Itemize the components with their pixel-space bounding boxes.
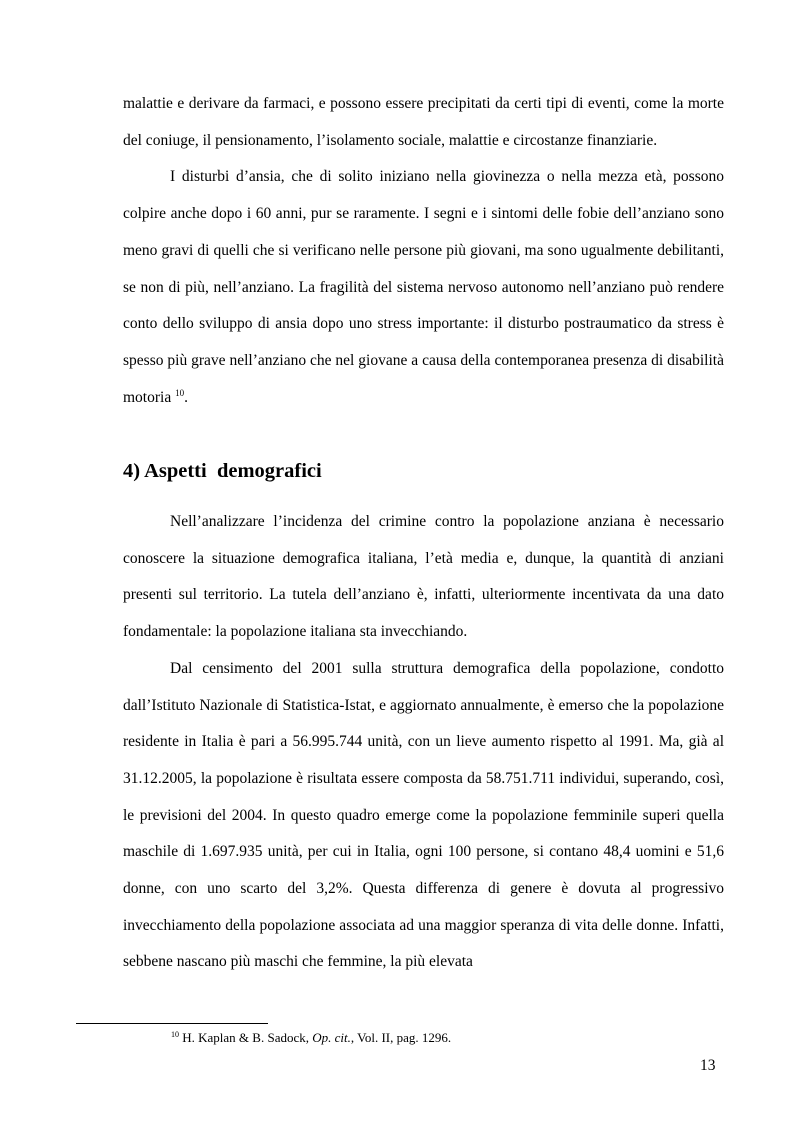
footnote bbox=[171, 1030, 451, 1046]
footnote-italic-citation: Op. cit. bbox=[312, 1030, 351, 1045]
paragraph-census: Dal censimento del 2001 sulla struttura demografica della popolazione, condotto dall’Istituto Nazionale di Statistica-Istat, e aggiornato annualmente, è emerso che la popolazione residente in Italia è pari a 56.995.744 unità, con un lieve aumento rispetto al 1991. Ma, già al 31.12.2005, la popolazione è risultata essere composta da 58.751.711 individui, superando, così, le previsioni del 2004. In questo quadro emerge come la popolazione femminile superi quella maschile di 1.697.935 unità, per cui in Italia, ogni 100 persone, si contano 48,4 uomini e 51,6 donne, con uno scarto del 3,2%. Questa differenza di genere è dovuta al progressivo invecchiamento della popolazione associata ad una maggior speranza di vita delle donne. Infatti, sebbene nascano più maschi che femmine, la più elevata bbox=[123, 659, 724, 971]
paragraph-demographics-intro: Nell’analizzare l’incidenza del crimine contro la popolazione anziana è necessario conoscere la situazione demografica italiana, l’età media e, dunque, la quantità di anziani presenti sul territorio. La tutela dell’anziano è, infatti, ulteriormente incentivata da una dato fondamentale: la popolazione italiana sta invecchiando. bbox=[123, 513, 724, 641]
section-heading: 4) Aspetti demografici bbox=[123, 460, 322, 482]
footnote-reference: 10 bbox=[175, 387, 185, 398]
footnote-text-before: H. Kaplan & B. Sadock, bbox=[179, 1030, 313, 1045]
paragraph-end-punctuation: . bbox=[184, 388, 188, 406]
footnote-number: 10 bbox=[171, 1030, 179, 1039]
page-number: 13 bbox=[700, 1057, 716, 1074]
footnote-text-after: , Vol. II, pag. 1296. bbox=[350, 1030, 452, 1045]
paragraph-anxiety-disorders bbox=[123, 159, 724, 416]
paragraph-continuation: malattie e derivare da farmaci, e possono essere precipitati da certi tipi di eventi, come la morte del coniuge, il pensionamento, l’isolamento sociale, malattie e circostanze finanziarie. bbox=[123, 95, 724, 149]
body-text-section bbox=[123, 504, 724, 981]
paragraph-text: I disturbi d’ansia, che di solito iniziano nella giovinezza o nella mezza età, possono colpire anche dopo i 60 anni, pur se raramente. I segni e i sintomi delle fobie dell’anziano sono meno gravi di quelli che si verificano nelle persone più giovani, ma sono ugualmente debilitanti, se non di più, nell’anziano. La fragilità del sistema nervoso autonomo nell’anziano può rendere conto dello sviluppo di ansia dopo uno stress importante: il disturbo postraumatico da stress è spesso più grave nell’anziano che nel giovane a causa della contemporanea presenza di disabilità motoria bbox=[123, 168, 724, 406]
footnote-separator bbox=[76, 1023, 268, 1024]
body-text-top bbox=[123, 86, 724, 416]
